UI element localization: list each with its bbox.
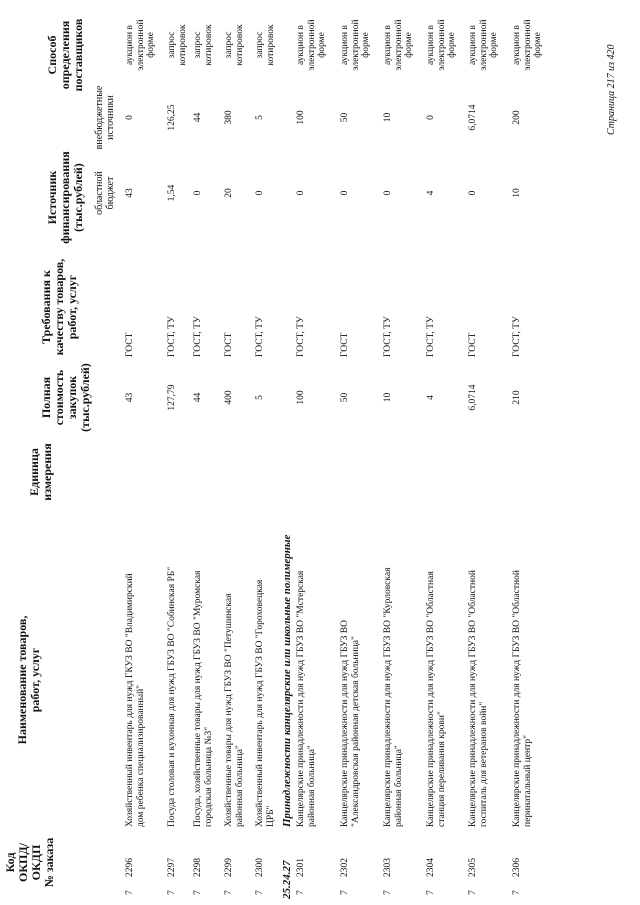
row-extra: 6,0714: [468, 104, 478, 131]
header-cost-line: закупок: [65, 375, 79, 420]
row-num: 7: [167, 890, 177, 895]
row-name: районная больница": [235, 745, 245, 827]
row-cost: 100: [296, 390, 306, 405]
header-sub-line: источники: [105, 95, 116, 140]
header-method-line: определения: [58, 20, 72, 90]
header-sub-line: областной: [94, 171, 105, 215]
row-cost: 127,79: [167, 384, 177, 411]
row-order: 2297: [167, 858, 177, 877]
row-order: 2306: [512, 858, 522, 877]
row-method: [224, 5, 245, 85]
row-method-line: электронной: [522, 19, 533, 71]
row-name: Хозяйственный инвентарь для нужд ГБУЗ ВО "Гороховецкая: [255, 579, 265, 827]
row-budget: 0: [255, 190, 265, 196]
row-budget: 43: [125, 188, 135, 198]
row-order: 2301: [296, 858, 306, 877]
row-order: 2303: [383, 858, 393, 877]
row-method-line: котировок: [203, 24, 214, 66]
row-order: 2305: [468, 858, 478, 877]
row-num: 7: [193, 890, 203, 895]
row-extra: 0: [125, 115, 135, 120]
row-extra: 100: [296, 110, 306, 125]
row-order: 2299: [224, 858, 234, 877]
row-req: ГОСТ: [125, 332, 135, 357]
row-req: ГОСТ: [468, 332, 478, 357]
row-name: Канцелярские принадлежности для нужд ГБУЗ ВО "Мстерская: [296, 570, 306, 827]
row-req: ГОСТ, ТУ: [383, 316, 393, 357]
row-name: Посуда, хозяйственные товары для нужд ГБУЗ ВО "Муромская: [193, 570, 203, 827]
row-method-line: аукцион в: [383, 25, 393, 65]
header-method-line: Способ: [45, 35, 59, 75]
row-cost: 50: [340, 392, 350, 403]
header-fin-line: (тыс.рублей): [71, 163, 85, 232]
row-order: 2302: [340, 858, 350, 877]
row-method-line: форме: [447, 32, 457, 58]
row-req: ГОСТ, ТУ: [167, 316, 177, 357]
row-name: Канцелярские принадлежности для нужд ГБУЗ ВО: [340, 620, 350, 827]
row-method-line: аукцион в: [340, 25, 350, 65]
row-order: 2304: [426, 858, 436, 877]
row-name: Хозяйственные товары для нужд ГБУЗ ВО "Петушинская: [224, 593, 234, 827]
row-budget: 20: [224, 188, 234, 198]
row-cost: 6,0714: [468, 384, 478, 411]
row-name: станция переливания крови": [437, 711, 447, 827]
row-num: 7: [383, 890, 393, 895]
header-cost: [40, 360, 92, 435]
row-req: ГОСТ: [340, 332, 350, 357]
row-method: [468, 5, 500, 85]
header-req-line: Требования к: [39, 270, 53, 344]
header-code-line: Код: [3, 852, 17, 873]
row-method-line: аукцион в: [296, 25, 306, 65]
page-number: Страница 217 из 420: [606, 44, 617, 135]
row-cost: 10: [383, 392, 393, 403]
row-name: перинатальный центр": [523, 734, 533, 827]
row-method-line: котировок: [177, 24, 188, 66]
row-method-line: электронной: [436, 19, 447, 71]
row-method-line: аукцион в: [468, 25, 478, 65]
header-method: [46, 5, 85, 105]
header-fin-budget: [94, 163, 116, 223]
row-method-line: аукцион в: [426, 25, 436, 65]
row-extra: 44: [193, 112, 203, 123]
header-fin-line: Источник: [45, 170, 59, 225]
row-method-line: форме: [404, 32, 414, 58]
header-req-line: качеству товаров,: [52, 258, 66, 356]
row-method-line: форме: [489, 32, 499, 58]
header-sub-line: бюджет: [105, 176, 116, 210]
row-method-line: запрос: [255, 31, 265, 59]
row-order: 2296: [125, 858, 135, 877]
row-extra: 10: [383, 112, 393, 123]
row-num: 7: [512, 890, 522, 895]
row-name: городская больница №3": [204, 726, 214, 827]
row-method-line: запрос: [167, 31, 177, 59]
row-method-line: электронной: [135, 19, 146, 71]
row-method-line: форме: [146, 32, 156, 58]
row-name: "Александровская районная детская больница": [351, 636, 361, 827]
row-method: [296, 5, 328, 85]
header-name-line: работ, услуг: [28, 647, 42, 713]
row-budget: 4: [426, 190, 436, 196]
header-fin-line: финансирования: [58, 151, 72, 244]
row-name: дом ребенка специализированный": [136, 684, 146, 827]
row-req: ГОСТ: [224, 332, 234, 357]
header-code-line: № заказа: [42, 837, 56, 888]
row-name: Канцелярские принадлежности для нужд ГБУЗ ВО "Курловская: [383, 567, 393, 827]
row-extra: 380: [224, 110, 234, 125]
row-num: 7: [296, 890, 306, 895]
row-budget: 0: [193, 190, 203, 196]
row-method-line: котировок: [265, 24, 276, 66]
row-order: 2300: [255, 858, 265, 877]
row-method: [512, 5, 544, 85]
row-method-line: запрос: [193, 31, 203, 59]
header-code-line: ОКДП: [29, 844, 43, 881]
header-code-line: ОКПД/: [16, 843, 30, 882]
row-extra: 200: [512, 110, 522, 125]
row-req: ГОСТ, ТУ: [426, 316, 436, 357]
header-unit-line: Единица: [27, 448, 41, 496]
row-cost: 5: [255, 395, 265, 400]
row-num: 7: [255, 890, 265, 895]
row-extra: 5: [255, 115, 265, 120]
row-num: 7: [426, 890, 436, 895]
row-budget: 0: [296, 190, 306, 196]
row-name: районная больница": [307, 745, 317, 827]
header-sub-line: внебюджетные: [94, 85, 105, 150]
row-name: ЦРБ": [266, 805, 276, 827]
row-req: ГОСТ, ТУ: [296, 316, 306, 357]
row-cost: 43: [125, 392, 135, 403]
row-method: [340, 5, 372, 85]
row-name: Канцелярские принадлежности для нужд ГБУЗ ВО "Областная: [426, 571, 436, 827]
row-name: Канцелярские принадлежности для нужд ГБУЗ ВО "Областной: [468, 570, 478, 827]
row-name: Хозяйственный инвентарь для нужд ГКУЗ ВО "Владимирский: [125, 573, 135, 827]
row-method-line: запрос: [224, 31, 234, 59]
row-num: 7: [340, 890, 350, 895]
row-extra: 0: [426, 115, 436, 120]
row-method: [255, 5, 276, 85]
row-num: 7: [125, 890, 135, 895]
row-method: [383, 5, 415, 85]
header-fin: [46, 140, 85, 255]
header-req: [40, 257, 79, 357]
row-name: Посуда столовая и кухонная для нужд ГБУЗ ВО "Собинская РБ": [167, 566, 177, 827]
header-cost-line: Полная: [39, 376, 53, 419]
row-method-line: аукцион в: [125, 25, 135, 65]
row-order: 2298: [193, 858, 203, 877]
header-unit: [28, 437, 54, 507]
row-budget: 1,54: [167, 184, 177, 202]
row-budget: 0: [468, 190, 478, 196]
row-method-line: электронной: [393, 19, 404, 71]
row-name: районная больница": [394, 745, 404, 827]
row-cost: 210: [512, 390, 522, 405]
header-method-line: поставщиков: [71, 18, 85, 92]
row-budget: 0: [383, 190, 393, 196]
row-method-line: форме: [533, 32, 543, 58]
row-cost: 4: [426, 395, 436, 400]
header-unit-line: измерения: [40, 443, 54, 501]
row-method-line: форме: [361, 32, 371, 58]
row-req: ГОСТ, ТУ: [193, 316, 203, 357]
row-method: [167, 5, 188, 85]
row-req: ГОСТ, ТУ: [512, 316, 522, 357]
row-extra: 126,25: [167, 104, 177, 131]
group-code: 25.24.27: [281, 860, 293, 899]
row-budget: 0: [340, 190, 350, 196]
header-cost-line: (тыс.рублей): [78, 363, 92, 432]
row-budget: 10: [512, 188, 522, 198]
row-method-line: электронной: [306, 19, 317, 71]
row-num: 7: [224, 890, 234, 895]
row-num: 7: [468, 890, 478, 895]
row-method: [193, 5, 214, 85]
row-req: ГОСТ, ТУ: [255, 316, 265, 357]
header-name: [16, 535, 42, 825]
header-req-line: работ, услуг: [65, 274, 79, 340]
row-extra: 50: [340, 112, 350, 123]
row-name: Канцелярские принадлежности для нужд ГБУЗ ВО "Областной: [512, 570, 522, 827]
header-cost-line: стоимость: [52, 369, 66, 426]
row-method-line: котировок: [234, 24, 245, 66]
row-name: госпиталь для ветеранов войн": [479, 701, 489, 827]
row-cost: 400: [224, 390, 234, 405]
row-method-line: форме: [317, 32, 327, 58]
row-method: [125, 5, 157, 85]
group-title: Принадлежности канцелярские или школьные полимерные: [281, 534, 293, 827]
row-method-line: электронной: [478, 19, 489, 71]
header-code: [4, 830, 56, 895]
row-method-line: электронной: [350, 19, 361, 71]
row-cost: 44: [193, 392, 203, 403]
header-fin-extra: [94, 85, 116, 150]
row-method: [426, 5, 458, 85]
header-name-line: Наименование товаров,: [15, 615, 29, 745]
row-method-line: аукцион в: [512, 25, 522, 65]
